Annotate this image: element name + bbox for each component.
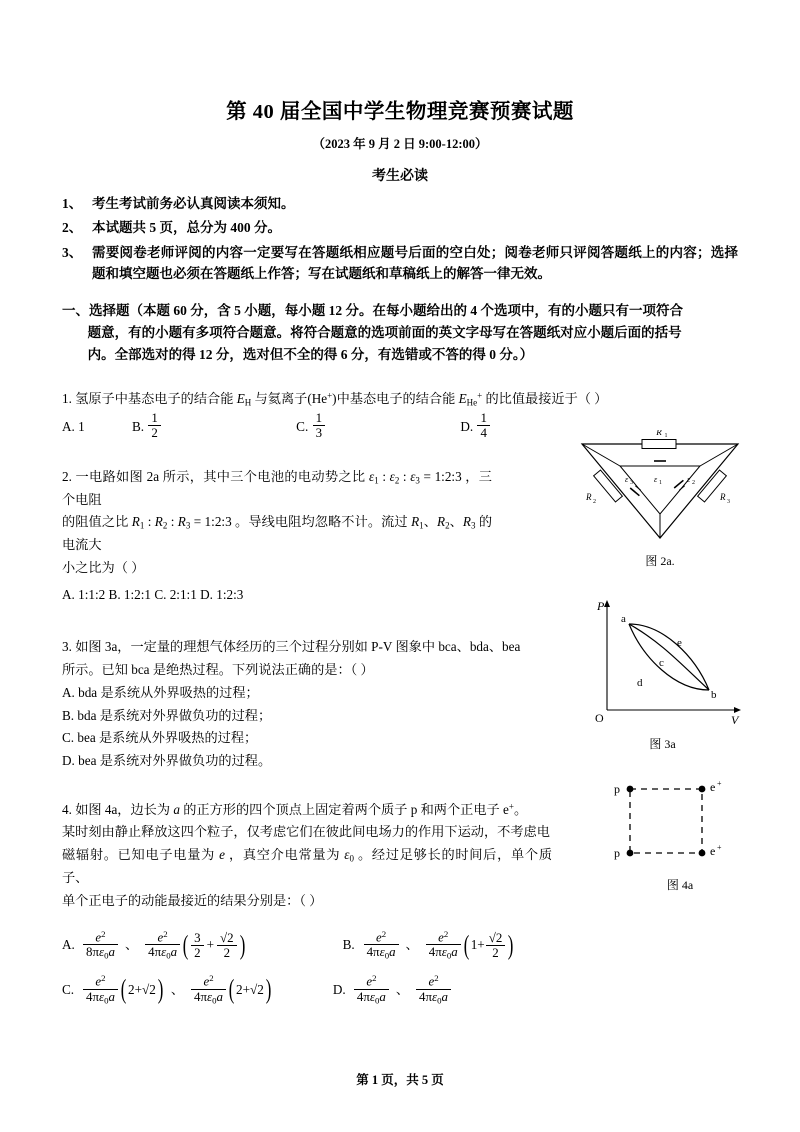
notice-number: 2、: [62, 220, 83, 236]
question-3-line1: 3. 如图 3a，一定量的理想气体经历的三个过程分别如 P-V 图象中 bca、bda、bea: [62, 639, 521, 655]
figure-4a-square: [600, 775, 750, 875]
notice-number: 3、: [62, 244, 83, 260]
svg-text:ε: ε: [625, 475, 629, 484]
svg-text:b: b: [711, 689, 717, 701]
svg-text:p: p: [614, 846, 620, 860]
question-4-options: [62, 928, 738, 1007]
notice-number: 1、: [62, 196, 83, 211]
figure-2a: [570, 430, 750, 569]
figure-3a: [585, 598, 750, 752]
svg-text:P: P: [597, 599, 605, 613]
question-4-option-b: $\frac{e^2}{4\pi\varepsilon_0a}$ 、 $\frac{e^2}{4\pi\varepsilon_0a}$ ( 1+ $\frac{√2}{2}$ ): [363, 928, 516, 962]
question-3-option-c: C. bea 是系统从外界吸热的过程；: [62, 730, 258, 746]
question-2-options: A. 1:1:2 B. 1:2:1 C. 2:1:1 D. 1:2:3: [62, 586, 244, 602]
page-subtitle: （2023 年 9 月 2 日 9:00-12:00）: [312, 137, 488, 151]
question-4-option-b-label: B.: [342, 937, 355, 953]
question-3-option-d: D. bea 是系统对外界做负功的过程。: [62, 752, 272, 768]
svg-text:1: 1: [659, 480, 662, 486]
svg-text:e: e: [677, 637, 682, 649]
svg-text:+: +: [717, 843, 722, 852]
question-4-option-c-row: [62, 973, 738, 1007]
notice-heading: 考生必读: [372, 169, 428, 184]
figure-4a-caption: 图 4a: [666, 878, 694, 892]
question-4-option-c: $\frac{e^2}{4\pi\varepsilon_0a}$ ( 2+√2 ) 、 $\frac{e^2}{4\pi\varepsilon_0a}$ ( 2+√2 ): [82, 973, 273, 1007]
question-4-option-a-row: [62, 928, 738, 962]
question-4-line2: 某时刻由静止释放这四个粒子，仅考虑它们在彼此间电场力的作用下运动，不考虑电: [62, 824, 550, 840]
question-3: [62, 636, 527, 772]
svg-text:1: 1: [664, 433, 668, 439]
question-4-option-a-label: A.: [62, 937, 75, 953]
svg-text:O: O: [595, 711, 604, 725]
page-footer: 第 1 页，共 5 页: [356, 1073, 444, 1087]
question-4-option-c-label: C.: [62, 981, 75, 997]
section-one-line3: 内。全部选对的得 12 分，选对但不全的得 6 分，有选错或不答的得 0 分。）: [87, 347, 534, 363]
svg-text:e: e: [710, 780, 716, 794]
svg-text:ε: ε: [687, 475, 691, 484]
question-2: [62, 466, 492, 607]
question-4-option-d: $\frac{e^2}{4\pi\varepsilon_0a}$ 、 $\frac{e^2}{4\pi\varepsilon_0a}$: [353, 973, 452, 1007]
svg-text:e: e: [710, 844, 716, 858]
svg-text:R: R: [586, 492, 592, 502]
question-4-option-d-label: D.: [332, 981, 346, 997]
question-4-line1: 4. 如图 4a，边长为 a 的正方形的四个顶点上固定着两个质子 p 和两个正电子 e+。: [62, 801, 528, 817]
question-2-line1: 2. 一电路如图 2a 所示，其中三个电池的电动势之比 $\varepsilon_1$ : $\varepsilon_2$ : $\varepsilon_3$ = 1:2:3 ，三个电阻: [62, 468, 492, 507]
question-3-line2: 所示。已知 bca 是绝热过程。下列说法正确的是：（ ）: [62, 662, 374, 678]
question-2-line3: 小之比为（ ）: [62, 560, 145, 575]
question-3-option-b: B. bda 是系统对外界做负功的过程；: [62, 707, 272, 723]
question-1-option-c: C. $\frac{1}{3}$: [296, 411, 413, 440]
notice-item: [62, 242, 738, 285]
figure-2a-circuit: [570, 430, 750, 545]
question-4: [62, 799, 552, 913]
question-1-option-b: B. $\frac{1}{2}$: [132, 411, 249, 440]
figure-3a-pv-diagram: [585, 598, 750, 728]
question-2-line2: 的阻值之比 $R_1$ : $R_2$ : $R_3$ = 1:2:3 。导线电阻均忽略不计。流过 $R_1$、$R_2$、$R_3$ 的电流大: [62, 514, 493, 553]
section-one-instructions: [62, 300, 738, 366]
svg-text:ε: ε: [654, 475, 658, 484]
question-1-option-d: D. $\frac{1}{4}$: [460, 411, 578, 440]
svg-text:R: R: [656, 430, 662, 437]
section-one-line1: 一、选择题（本题 60 分，含 5 小题，每小题 12 分。在每小题给出的 4 个选项中，有的小题只有一项符合: [62, 303, 683, 319]
svg-text:3: 3: [630, 480, 633, 486]
question-1-options: [62, 409, 622, 440]
question-4-line4: 单个正电子的动能最接近的结果分别是：（ ）: [62, 892, 323, 908]
section-one-line2: 题意，有的小题有多项符合题意。将符合题意的选项前面的英文字母写在答题纸对应小题后面的括号: [87, 325, 682, 341]
notice-text: 考生考试前务必认真阅读本须知。: [92, 196, 295, 211]
svg-text:2: 2: [692, 480, 695, 486]
figure-2a-caption: 图 2a.: [645, 554, 675, 568]
svg-text:R: R: [720, 492, 726, 502]
notice-list: [62, 193, 738, 284]
svg-text:a: a: [621, 613, 626, 625]
notice-item: [62, 193, 738, 214]
question-3-option-a: A. bda 是系统从外界吸热的过程；: [62, 684, 259, 700]
question-4-line3: 磁辐射。已知电子电量为 e ，真空介电常量为 $\varepsilon_0$ 。经过足够长的时间后，单个质子、: [62, 847, 553, 885]
svg-text:c: c: [659, 657, 664, 669]
figure-4a: [600, 775, 750, 893]
question-1-stem: 1. 氢原子中基态电子的结合能 $E_H$ 与氦离子(He+)中基态电子的结合能 $E_{He}^+$ 的比值最接近于（ ）: [62, 390, 608, 408]
svg-text:3: 3: [727, 499, 730, 505]
question-1-option-a: A. 1: [62, 418, 85, 434]
svg-text:V: V: [731, 713, 739, 727]
page-title: 第 40 届全国中学生物理竞赛预赛试题: [226, 101, 574, 123]
question-4-option-a: $\frac{e^2}{8\pi\varepsilon_0a}$ 、 $\frac{e^2}{4\pi\varepsilon_0a}$ ( $\frac{3}{2}$ + $\frac{√2}{2}$ ): [82, 928, 247, 962]
svg-text:d: d: [637, 677, 643, 689]
svg-text:p: p: [614, 782, 620, 796]
notice-item: [62, 217, 738, 238]
svg-text:2: 2: [593, 499, 596, 505]
notice-text: 需要阅卷老师评阅的内容一定要写在答题纸相应题号后面的空白处；阅卷老师只评阅答题纸上的内容；选择题和填空题也必须在答题纸上作答；写在试题纸和草稿纸上的解答一律无效。: [92, 244, 738, 281]
figure-3a-caption: 图 3a: [649, 737, 676, 751]
notice-text: 本试题共 5 页，总分为 400 分。: [92, 220, 281, 236]
svg-text:+: +: [717, 779, 722, 788]
